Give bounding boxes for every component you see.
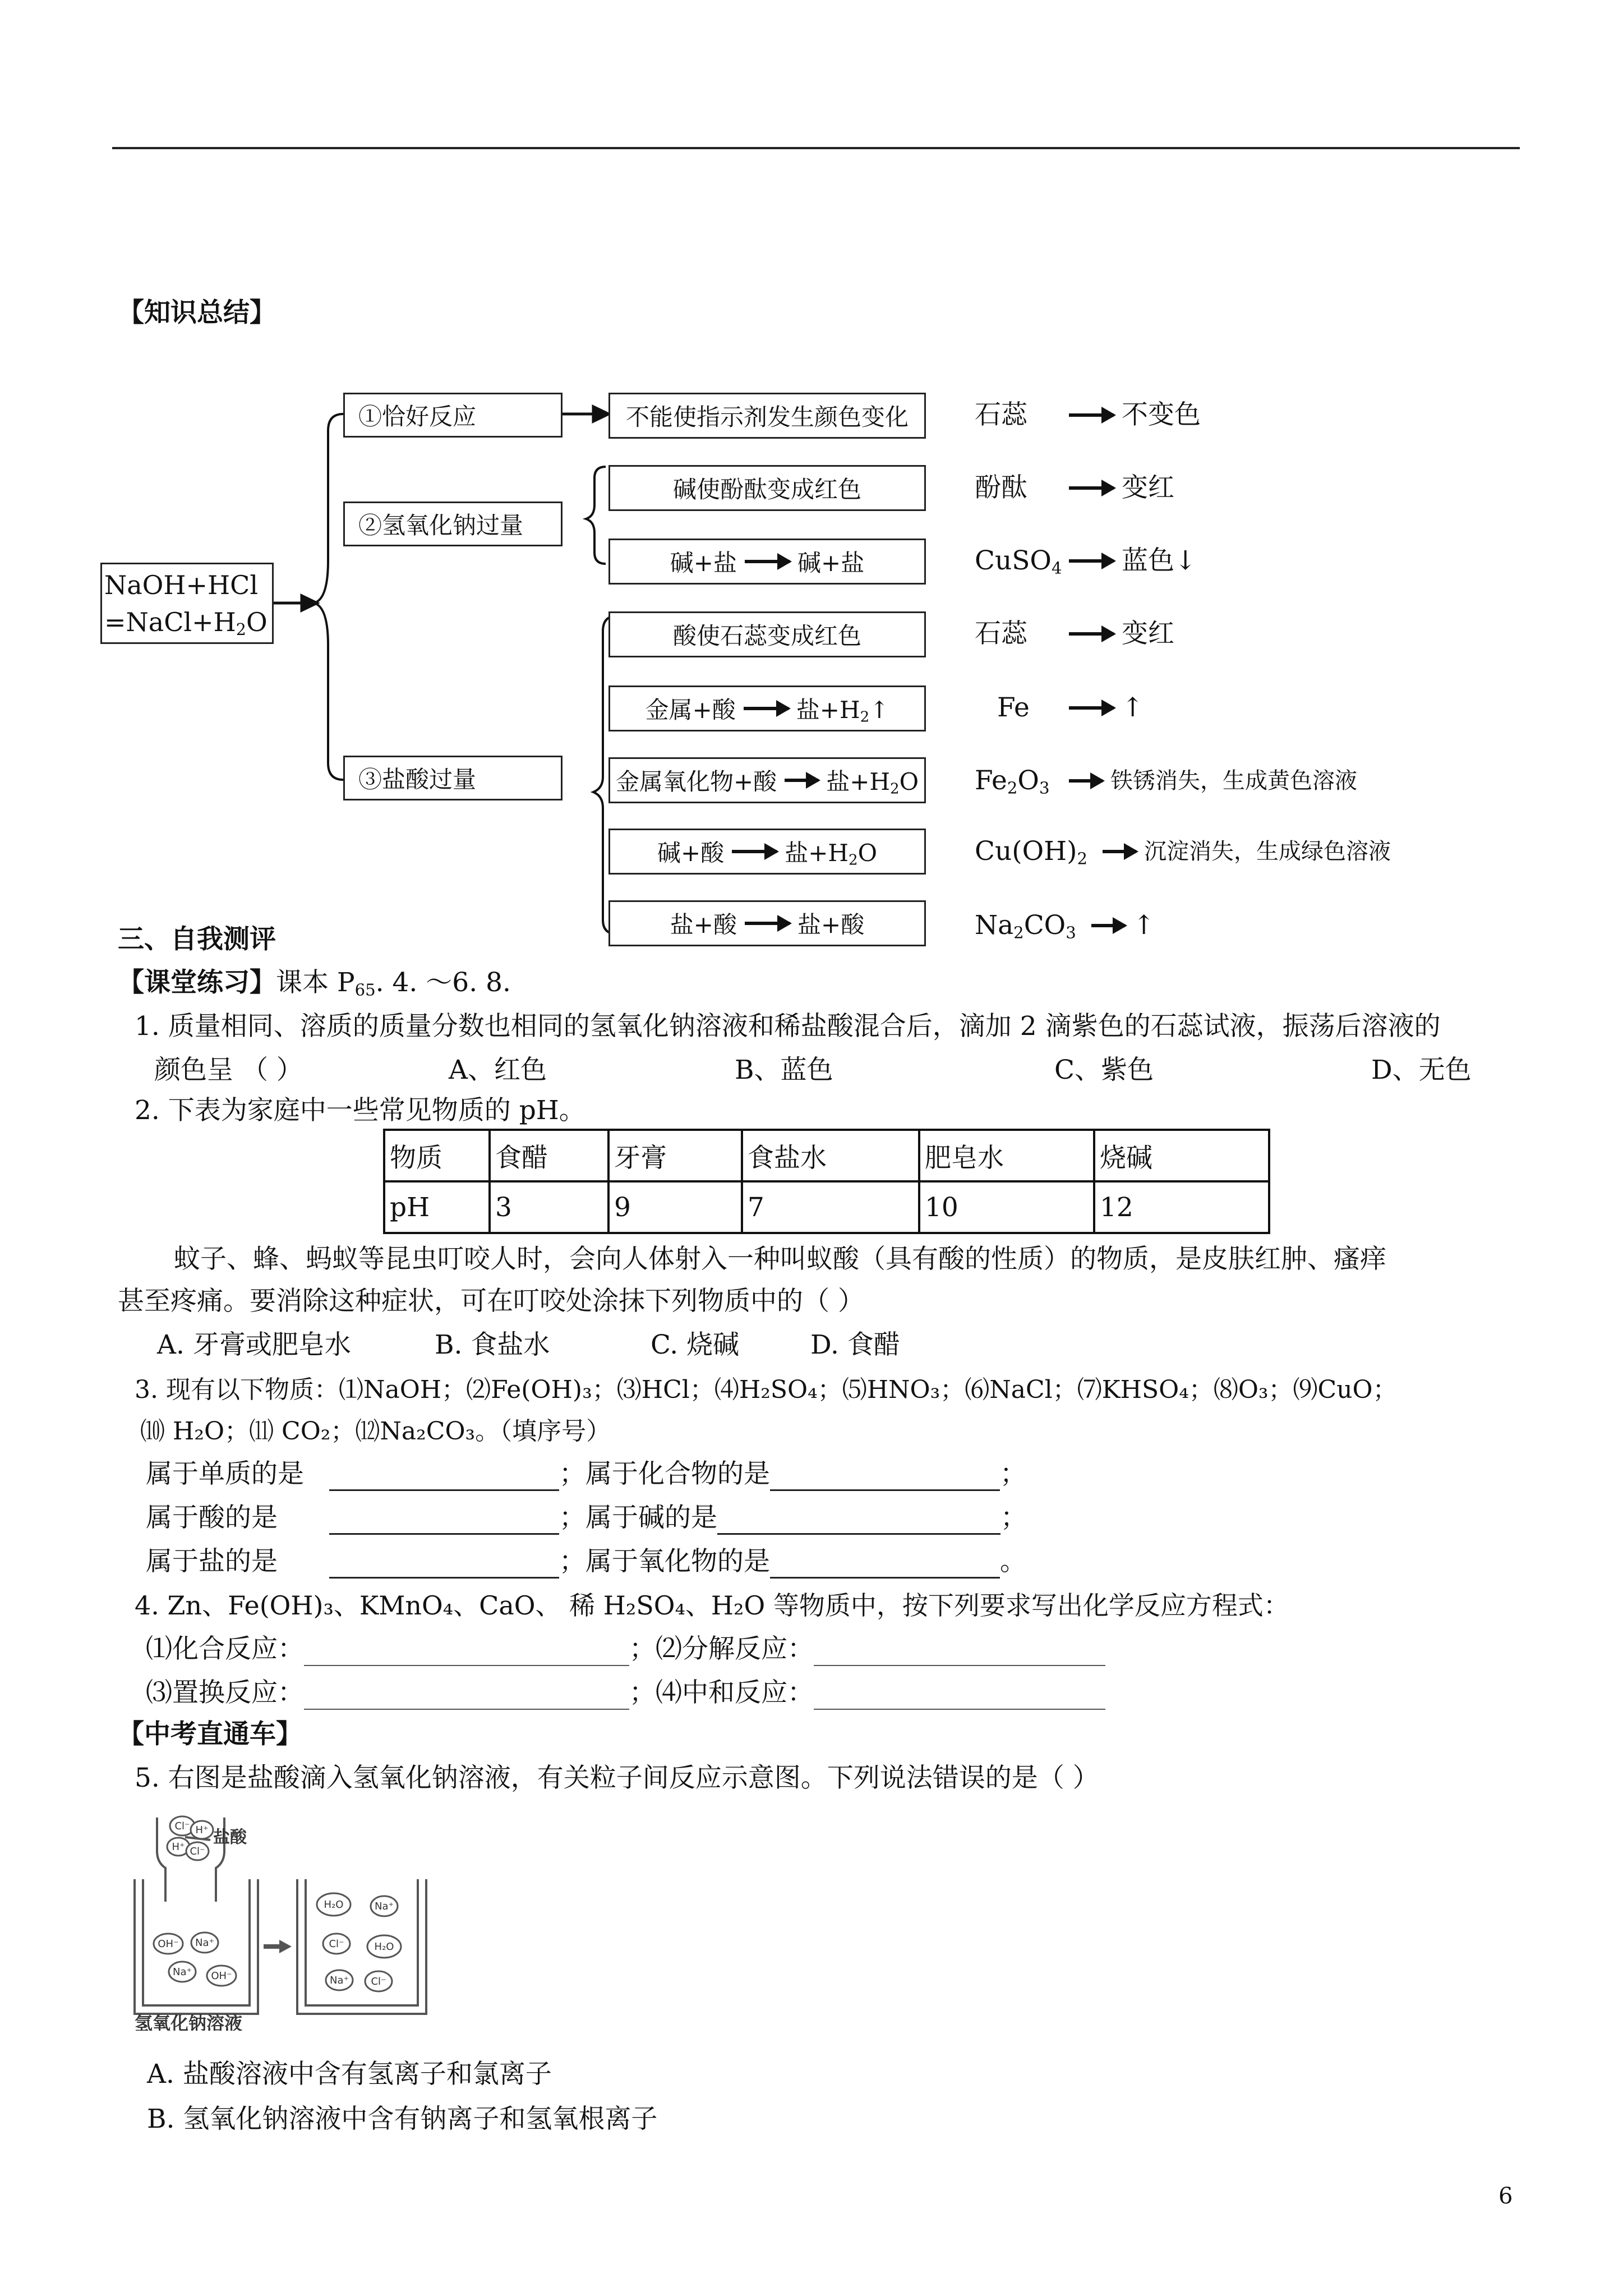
root-line-2: $=NaCl+H_2O$ <box>104 606 268 639</box>
q2-option-b: B. 食盐水 <box>435 1329 550 1360</box>
ion-label: Cl⁻ <box>174 1820 190 1832</box>
arrow-icon <box>1103 850 1136 853</box>
branch-exact-label: ①恰好反应 <box>358 403 477 430</box>
figure-arrow-icon <box>279 1940 292 1953</box>
ion-label: Na⁺ <box>195 1937 214 1949</box>
reagent: Fe <box>997 692 1030 723</box>
arrow-icon <box>1091 924 1125 927</box>
reagent-row-4 <box>975 617 1027 651</box>
practice-label: 【课堂练习】 <box>118 967 276 998</box>
result-row-7 <box>1099 835 1391 868</box>
box-phenolphthalein <box>608 465 926 511</box>
box-left-text: 金属+酸 <box>645 696 736 724</box>
ion-label: Cl⁻ <box>329 1938 344 1950</box>
box-text: 酸使石蕊变成红色 <box>672 622 861 650</box>
answer-blank[interactable] <box>304 1640 629 1666</box>
section3-heading: 三、自我测评 <box>118 924 276 955</box>
q4-label: ⑴化合反应： <box>146 1634 304 1664</box>
table-cell: 12 <box>1094 1181 1269 1233</box>
box-metal-acid <box>608 685 926 731</box>
q4-label: ⑶置换反应： <box>146 1677 304 1708</box>
reagent: 石蕊 <box>975 399 1027 430</box>
ion-label: H₂O <box>324 1899 344 1911</box>
q3-label: 属于单质的是 <box>146 1458 304 1489</box>
box-left-text: 金属氧化物+酸 <box>615 768 777 795</box>
exam-heading: 【中考直通车】 <box>118 1719 302 1750</box>
q3-row-3 <box>146 1545 1026 1579</box>
reagent: 石蕊 <box>975 618 1027 649</box>
q3-label: 属于盐的是 <box>146 1546 278 1577</box>
q1-line-1: 1. 质量相同、溶质的质量分数也相同的氢氧化钠溶液和稀盐酸混合后，滴加 2 滴紫色的石蕊试液，振荡后溶液的 <box>135 1011 1441 1042</box>
ion-label: Na⁺ <box>173 1966 192 1978</box>
ion-label: OH⁻ <box>211 1970 232 1982</box>
ion-label: Na⁺ <box>330 1975 349 1986</box>
box-no-color-change <box>608 393 926 439</box>
branch-base-excess-box <box>343 501 562 546</box>
arrow-icon <box>1069 559 1114 563</box>
result: ↑ <box>1133 910 1155 941</box>
q5-text: 5. 右图是盐酸滴入氢氧化钠溶液，有关粒子间反应示意图。下列说法错误的是（ ） <box>135 1763 1099 1793</box>
q1-line-2: 颜色呈 （ ） <box>154 1055 303 1085</box>
box-right-text: 盐$+H_2O$ <box>826 768 919 798</box>
q5-option-a: A. 盐酸溶液中含有氢离子和氯离子 <box>147 2059 552 2090</box>
reagent-row-6: $Fe_2O_3$ <box>975 765 1050 798</box>
q2-intro: 2. 下表为家庭中一些常见物质的 pH。 <box>135 1095 585 1126</box>
arrow-icon <box>1069 486 1114 490</box>
result: 沉淀消失，生成绿色溶液 <box>1144 839 1391 864</box>
summary-heading: 【知识总结】 <box>118 297 276 328</box>
q3-row-1 <box>146 1457 1026 1491</box>
q1-option-b: B、蓝色 <box>735 1055 833 1085</box>
result-row-2 <box>1066 471 1174 505</box>
q5-option-b: B. 氢氧化钠溶液中含有钠离子和氢氧根离子 <box>147 2104 658 2134</box>
ion-label: H⁺ <box>195 1824 209 1836</box>
box-salt-acid <box>608 900 926 946</box>
arrow-icon <box>1069 706 1114 710</box>
q3-punct: ； <box>1000 1502 1027 1533</box>
box-text: 碱使酚酞变成红色 <box>672 476 861 503</box>
reagent-row-8: $Na_2CO_3$ <box>975 910 1076 942</box>
q3-label: ；属于氧化物的是 <box>559 1546 770 1577</box>
box-left-text: 盐+酸 <box>670 911 737 938</box>
table-row <box>384 1130 1269 1181</box>
reagent: 酚酞 <box>975 472 1027 503</box>
box-left-text: 碱+盐 <box>670 549 737 577</box>
q3-label: ；属于化合物的是 <box>559 1458 770 1489</box>
arrow-icon <box>785 779 818 782</box>
base-label: 氢氧化钠溶液 <box>135 2013 243 2031</box>
answer-blank[interactable] <box>814 1640 1105 1666</box>
arrow-icon <box>1069 779 1103 783</box>
q1-option-c: C、紫色 <box>1054 1055 1154 1085</box>
table-row <box>384 1181 1269 1233</box>
table-cell: 烧碱 <box>1094 1130 1269 1181</box>
result-row-6 <box>1066 764 1357 798</box>
result-row-1 <box>1066 398 1201 432</box>
reagent-row-1 <box>975 398 1027 432</box>
q4-row-1 <box>146 1632 1105 1666</box>
branch-exact-box <box>343 393 562 438</box>
q2-option-a: A. 牙膏或肥皂水 <box>157 1329 351 1360</box>
arrow-icon <box>745 922 790 925</box>
arrow-icon <box>745 560 790 563</box>
table-cell: 物质 <box>384 1130 490 1181</box>
table-cell: 10 <box>919 1181 1094 1233</box>
acid-label: 盐酸 <box>213 1828 247 1847</box>
answer-blank[interactable] <box>770 1465 1000 1491</box>
root-line-1: NaOH+HCl <box>104 569 259 600</box>
result: 铁锈消失，生成黄色溶液 <box>1110 768 1357 794</box>
result: 变红 <box>1122 472 1174 503</box>
result-row-3 <box>1066 544 1196 578</box>
reagent-row-5 <box>997 691 1030 725</box>
branch-base-label: ②氢氧化钠过量 <box>358 512 524 539</box>
table-cell: 食醋 <box>490 1130 608 1181</box>
q4-label: ；⑵分解反应： <box>629 1634 814 1664</box>
arrow-icon <box>1069 632 1114 636</box>
root-equation-box <box>100 563 274 644</box>
box-right-text: 盐+酸 <box>797 911 865 938</box>
answer-blank[interactable] <box>329 1508 559 1535</box>
q3-row-2 <box>146 1501 1027 1535</box>
q4-line-1: 4. Zn、Fe(OH)₃、KMnO₄、CaO、 稀 H₂SO₄、H₂O 等物质中，按下列要求写出化学反应方程式： <box>135 1590 1289 1621</box>
table-cell: 肥皂水 <box>919 1130 1094 1181</box>
ph-table <box>383 1129 1270 1234</box>
arrow-icon <box>744 707 789 710</box>
table-cell: 食盐水 <box>742 1130 919 1181</box>
box-right-text: 盐$+H_2O$ <box>785 839 878 869</box>
answer-blank[interactable] <box>329 1465 559 1491</box>
q3-label: 属于酸的是 <box>146 1502 278 1533</box>
box-litmus-red <box>608 611 926 657</box>
q3-punct: ； <box>1000 1458 1026 1489</box>
q2-option-c: C. 烧碱 <box>651 1329 740 1360</box>
table-cell: 9 <box>608 1181 742 1233</box>
answer-blank[interactable] <box>304 1684 629 1710</box>
branch-acid-excess-box <box>343 756 562 800</box>
result-row-4 <box>1066 617 1174 651</box>
answer-blank[interactable] <box>814 1684 1105 1710</box>
result: 变红 <box>1122 618 1174 649</box>
result: ↑ <box>1122 692 1144 723</box>
table-cell: 3 <box>490 1181 608 1233</box>
q4-label: ；⑷中和反应： <box>629 1677 814 1708</box>
box-base-salt <box>608 539 926 585</box>
table-cell: 牙膏 <box>608 1130 742 1181</box>
box-left-text: 碱+酸 <box>657 839 725 867</box>
q3-label: ；属于碱的是 <box>559 1502 717 1533</box>
practice-text: 课本 $P_{65}$. 4. ～6. 8. <box>276 967 511 1000</box>
page-number: 6 <box>1498 2183 1513 2209</box>
answer-blank[interactable] <box>717 1508 1000 1535</box>
ion-label: Cl⁻ <box>190 1846 205 1857</box>
box-base-acid <box>608 829 926 875</box>
q3-punct: 。 <box>1000 1546 1026 1577</box>
ion-label: Cl⁻ <box>371 1976 386 1987</box>
ion-label: H₂O <box>374 1941 394 1953</box>
result-row-5 <box>1066 691 1144 725</box>
result-row-8 <box>1088 909 1155 942</box>
ion-label: OH⁻ <box>158 1938 179 1950</box>
table-cell: pH <box>384 1181 490 1233</box>
q4-row-2 <box>146 1676 1105 1710</box>
ion-label: H⁺ <box>172 1841 185 1853</box>
branch-acid-label: ③盐酸过量 <box>358 766 477 793</box>
q3-line-1: 3. 现有以下物质：⑴NaOH；⑵Fe(OH)₃；⑶HCl；⑷H₂SO₄；⑸HNO₃；⑹NaCl；⑺KHSO₄；⑻O₃；⑼CuO； <box>135 1375 1398 1404</box>
q2-para-1: 蚊子、蜂、蚂蚁等昆虫叮咬人时，会向人体射入一种叫蚁酸（具有酸的性质）的物质，是皮肤红肿、瘙痒 <box>174 1244 1386 1274</box>
ion-label: Na⁺ <box>375 1901 394 1912</box>
box-right-text: 盐$+H_2↑$ <box>796 696 889 726</box>
result: 不变色 <box>1122 399 1201 430</box>
arrow-icon <box>1069 413 1114 417</box>
result: 蓝色↓ <box>1122 545 1197 576</box>
reagent-row-7: $Cu(OH)_2$ <box>975 836 1087 868</box>
q2-option-d: D. 食醋 <box>810 1329 900 1360</box>
ion-reaction-figure <box>112 1806 482 2031</box>
reagent-row-2 <box>975 471 1027 505</box>
box-metal-oxide-acid <box>608 757 926 803</box>
arrow-icon <box>732 850 777 853</box>
practice-line <box>118 966 511 1000</box>
answer-blank[interactable] <box>329 1552 559 1579</box>
answer-blank[interactable] <box>770 1552 1000 1579</box>
q1-option-d: D、无色 <box>1371 1055 1472 1085</box>
table-cell: 7 <box>742 1181 919 1233</box>
box-text: 不能使指示剂发生颜色变化 <box>625 403 909 431</box>
ion-figure-drawing <box>112 1806 482 2031</box>
q3-line-2: ⑽ H₂O；⑾ CO₂；⑿Na₂CO₃。（填序号） <box>140 1417 611 1446</box>
q2-para-2: 甚至疼痛。要消除这种症状，可在叮咬处涂抹下列物质中的（ ） <box>118 1286 864 1317</box>
box-right-text: 碱+盐 <box>797 549 865 577</box>
q1-option-a: A、红色 <box>449 1055 547 1085</box>
reagent-row-3: CuSO$_4$ <box>975 545 1062 578</box>
